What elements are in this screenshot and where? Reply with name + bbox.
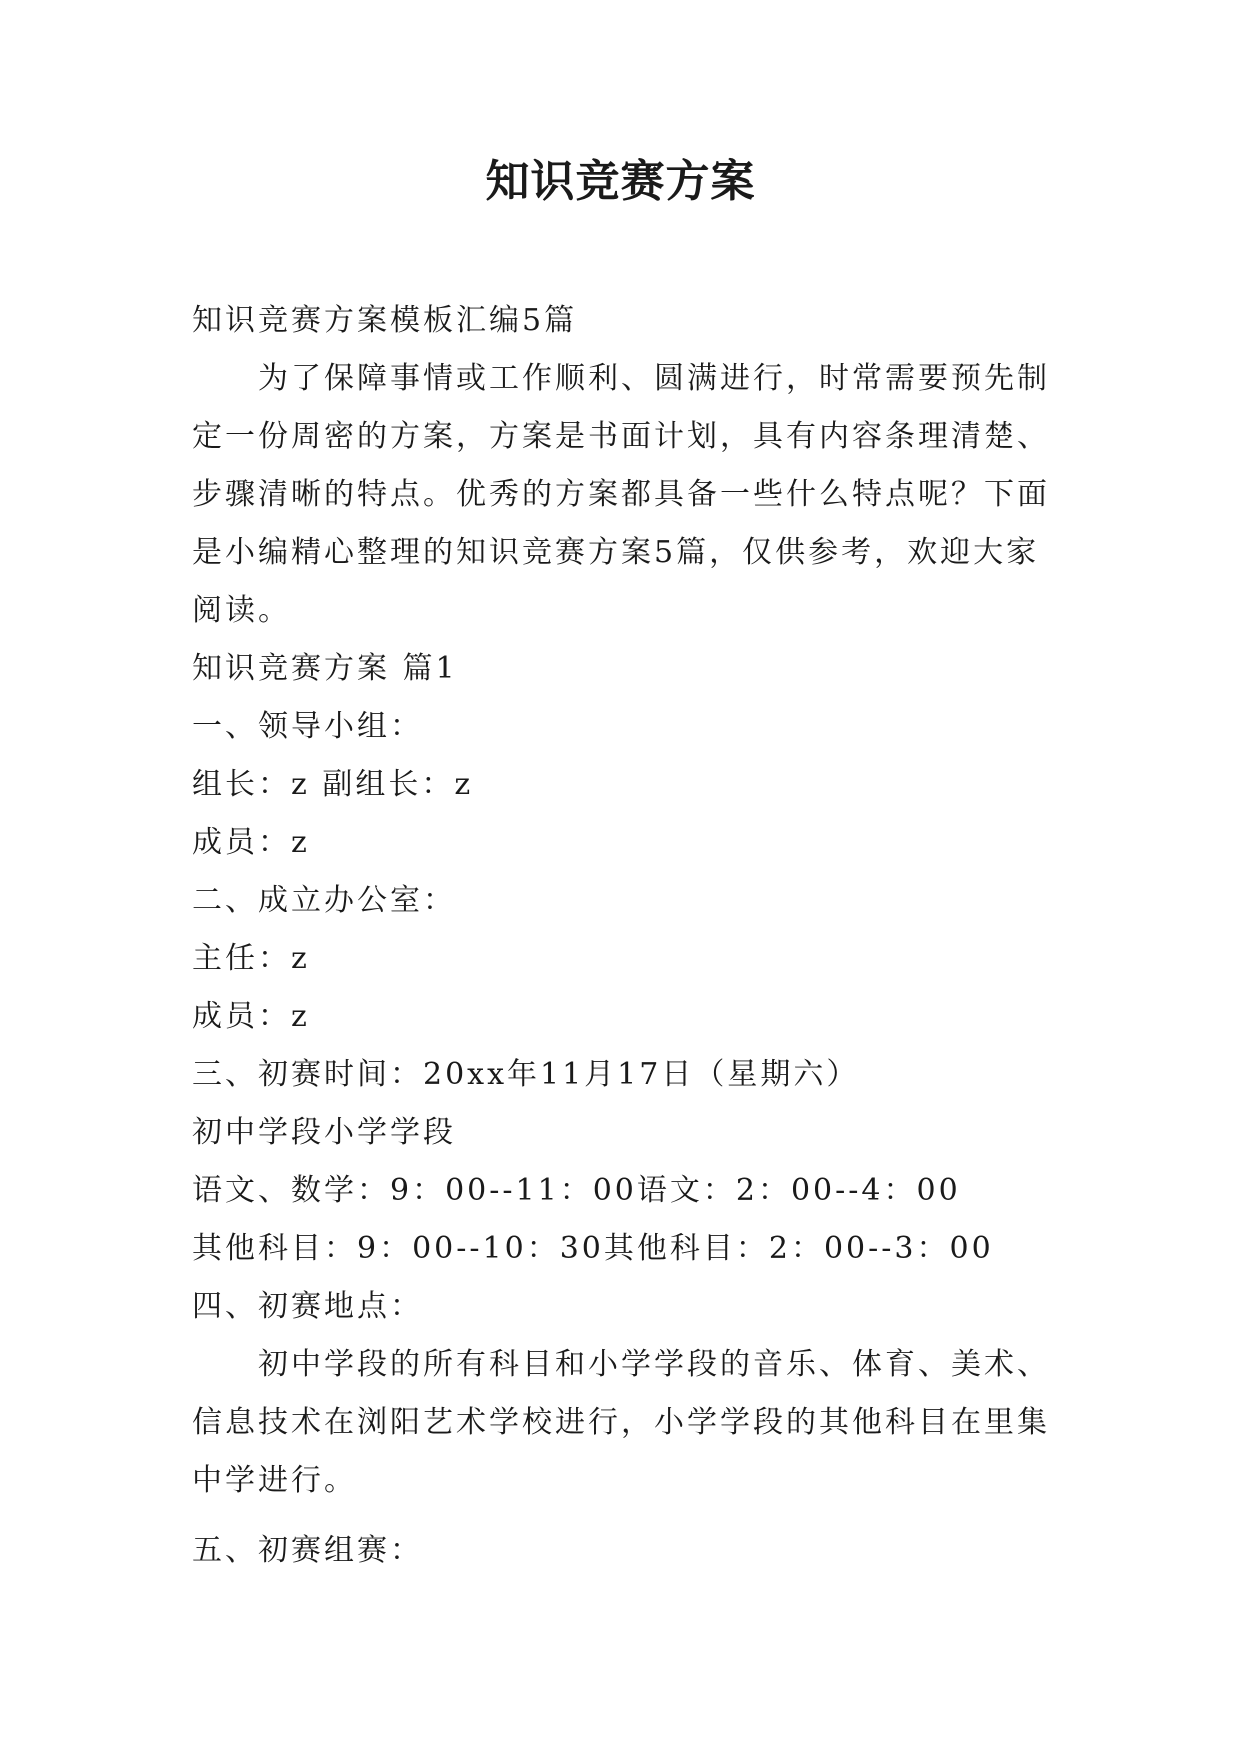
members-line-1: 成员：z xyxy=(192,825,310,860)
prelim-org-heading: 五、初赛组赛： xyxy=(192,1533,423,1568)
prelim-place-heading: 四、初赛地点： xyxy=(192,1289,423,1324)
schedule-line-2: 其他科目：9：00--10：30其他科目：2：00--3：00 xyxy=(192,1231,994,1266)
stages-line: 初中学段小学学段 xyxy=(192,1115,456,1150)
place-detail-paragraph: 初中学段的所有科目和小学学段的音乐、体育、美术、信息技术在浏阳艺术学校进行，小学学段的其他科目在里集中学进行。 xyxy=(192,1347,1050,1498)
members-line-2: 成员：z xyxy=(192,999,310,1034)
prelim-time-line: 三、初赛时间：20xx年11月17日（星期六） xyxy=(192,1057,860,1092)
leaders-line: 组长：z 副组长：z xyxy=(192,767,474,802)
office-heading: 二、成立办公室： xyxy=(192,883,456,918)
intro-paragraph: 为了保障事情或工作顺利、圆满进行，时常需要预先制定一份周密的方案，方案是书面计划，具有内容条理清楚、步骤清晰的特点。优秀的方案都具备一些什么特点呢？下面是小编精心整理的知识竞赛方案5篇，仅供参考，欢迎大家阅读。 xyxy=(192,361,1050,628)
document-title: 知识竞赛方案 xyxy=(485,156,756,207)
section-heading: 知识竞赛方案 篇1 xyxy=(192,651,458,686)
leader-group-heading: 一、领导小组： xyxy=(192,709,423,744)
document-body xyxy=(192,292,1070,1580)
schedule-line-1: 语文、数学：9：00--11：00语文：2：00--4：00 xyxy=(192,1173,961,1208)
director-line: 主任：z xyxy=(192,941,310,976)
subtitle: 知识竞赛方案模板汇编5篇 xyxy=(192,303,578,338)
